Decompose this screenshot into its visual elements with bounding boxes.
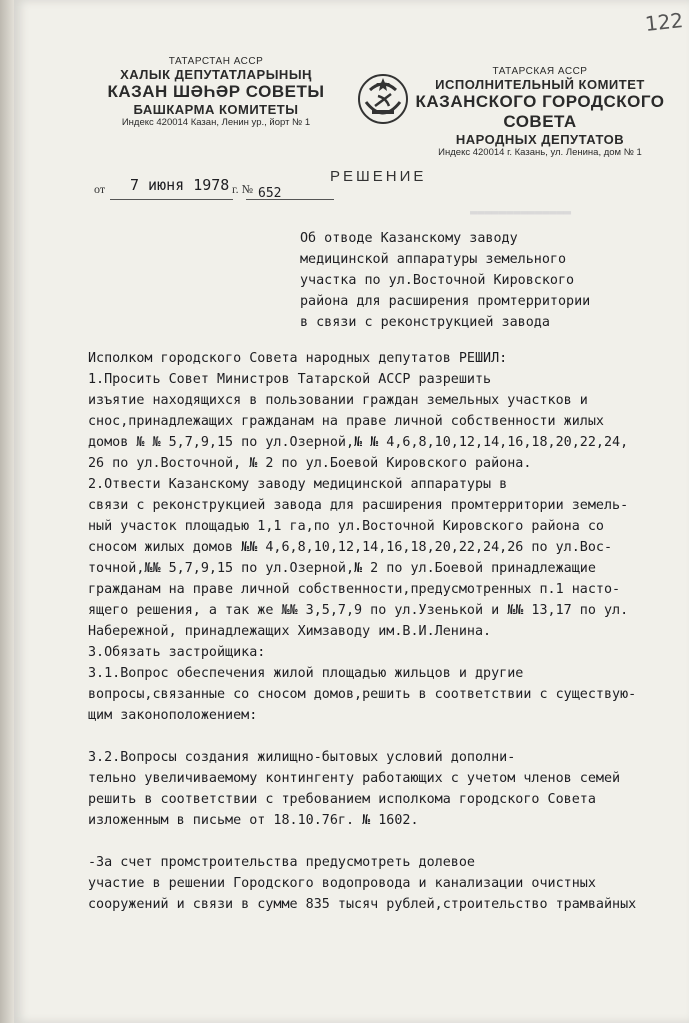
letterhead-russian-line4: НАРОДНЫХ ДЕПУТАТОВ — [455, 132, 625, 147]
letterhead-russian-line2: ИСПОЛНИТЕЛЬНЫЙ КОМИТЕТ — [435, 77, 645, 92]
body-line: гражданам на праве личной собственности,предусмотренных п.1 насто- — [88, 582, 621, 597]
letterhead-tatar-line2: ХАЛЫК ДЕПУТАТЛАРЫНЫҢ — [120, 67, 312, 82]
body-line: ящего решения, а так же №№ 3,5,7,9 по ул.Узенькой и №№ 13,17 по ул. — [88, 603, 629, 618]
date-prefix: от — [94, 182, 106, 196]
title-line: медицинской аппаратуры земельного — [300, 252, 567, 267]
body-line: снос,принадлежащих гражданам на праве личной собственности жилых — [88, 414, 604, 429]
document-date: 7 июня 1978 — [130, 176, 230, 194]
body-line — [88, 726, 636, 747]
document-number: 652 — [258, 186, 282, 201]
letterhead-russian-line3: КАЗАНСКОГО ГОРОДСКОГО СОВЕТА — [415, 92, 665, 131]
document-body — [88, 348, 636, 915]
date-underline — [110, 199, 233, 200]
binding-edge — [0, 0, 14, 1023]
body-line: щим законоположением: — [88, 708, 258, 723]
state-emblem-icon — [356, 72, 410, 126]
letterhead-tatar-line1: ТАТАРСТАН АССР — [168, 56, 264, 67]
letterhead-tatar — [96, 56, 336, 128]
body-line: -За счет промстроительства предусмотреть долевое — [88, 855, 475, 870]
body-line: домов № № 5,7,9,15 по ул.Озерной,№ № 4,6,8,10,12,14,16,18,20,22,24, — [88, 435, 629, 450]
title-line: Об отводе Казанскому заводу — [300, 231, 518, 246]
document-title — [300, 228, 590, 333]
body-line — [88, 831, 636, 852]
title-line: в связи с реконструкцией завода — [300, 315, 550, 330]
bleed-through: ▬▬▬▬▬▬▬▬▬▬▬▬▬▬ — [470, 205, 572, 219]
title-line: района для расширения промтерритории — [300, 294, 591, 309]
number-underline — [246, 199, 334, 200]
document-type: РЕШЕНИЕ — [330, 168, 427, 185]
body-line: тельно увеличиваемому контингенту работающих с учетом членов семей — [88, 771, 621, 786]
body-line: 26 по ул.Восточной, № 2 по ул.Боевой Кировского района. — [88, 456, 532, 471]
page-number: 122 — [643, 8, 685, 36]
letterhead-russian-address: Индекс 420014 г. Казань, ул. Ленина, дом № 1 — [438, 147, 642, 158]
letterhead-tatar-line3: КАЗАН ШӘҺӘР СОВЕТЫ — [107, 82, 325, 101]
body-line: ный участок площадью 1,1 га,по ул.Восточной Кировского района со — [88, 519, 604, 534]
letterhead-russian — [410, 66, 670, 158]
body-line: решить в соответствии с требованием исполкома городского Совета — [88, 792, 596, 807]
body-line: 3.2.Вопросы создания жилищно-бытовых условий дополни- — [88, 750, 516, 765]
number-prefix: г. № — [232, 182, 254, 196]
body-line: Набережной, принадлежащих Химзаводу им.В.И.Ленина. — [88, 624, 492, 639]
body-line: вопросы,связанные со сносом домов,решить в соответствии с существую- — [88, 687, 637, 702]
body-line: 2.Отвести Казанскому заводу медицинской аппаратуры в — [88, 477, 508, 492]
body-line: точной,№№ 5,7,9,15 по ул.Озерной,№ 2 по ул.Боевой принадлежащие — [88, 561, 596, 576]
body-line: 3.Обязать застройщика: — [88, 645, 266, 660]
body-line: изложенным в письме от 18.10.76г. № 1602. — [88, 813, 419, 828]
body-line: Исполком городского Совета народных депутатов РЕШИЛ: — [88, 351, 508, 366]
body-line: 1.Просить Совет Министров Татарской АССР разрешить — [88, 372, 492, 387]
letterhead-tatar-line4: БАШКАРМА КОМИТЕТЫ — [133, 102, 299, 117]
title-line: участка по ул.Восточной Кировского — [300, 273, 575, 288]
body-line: 3.1.Вопрос обеспечения жилой площадью жильцов и другие — [88, 666, 524, 681]
body-line: участие в решении Городского водопровода и канализации очистных — [88, 876, 596, 891]
body-line: сооружений и связи в сумме 835 тысяч рублей,строительство трамвайных — [88, 897, 637, 912]
body-line: сносом жилых домов №№ 4,6,8,10,12,14,16,18,20,22,24,26 по ул.Вос- — [88, 540, 613, 555]
body-line: изъятие находящихся в пользовании граждан земельных участков и — [88, 393, 588, 408]
body-line: связи с реконструкцией завода для расширения промтерритории земель- — [88, 498, 629, 513]
letterhead-tatar-address: Индекс 420014 Казан, Ленин ур., йорт № 1 — [121, 117, 311, 128]
letterhead-russian-line1: ТАТАРСКАЯ АССР — [492, 66, 588, 77]
